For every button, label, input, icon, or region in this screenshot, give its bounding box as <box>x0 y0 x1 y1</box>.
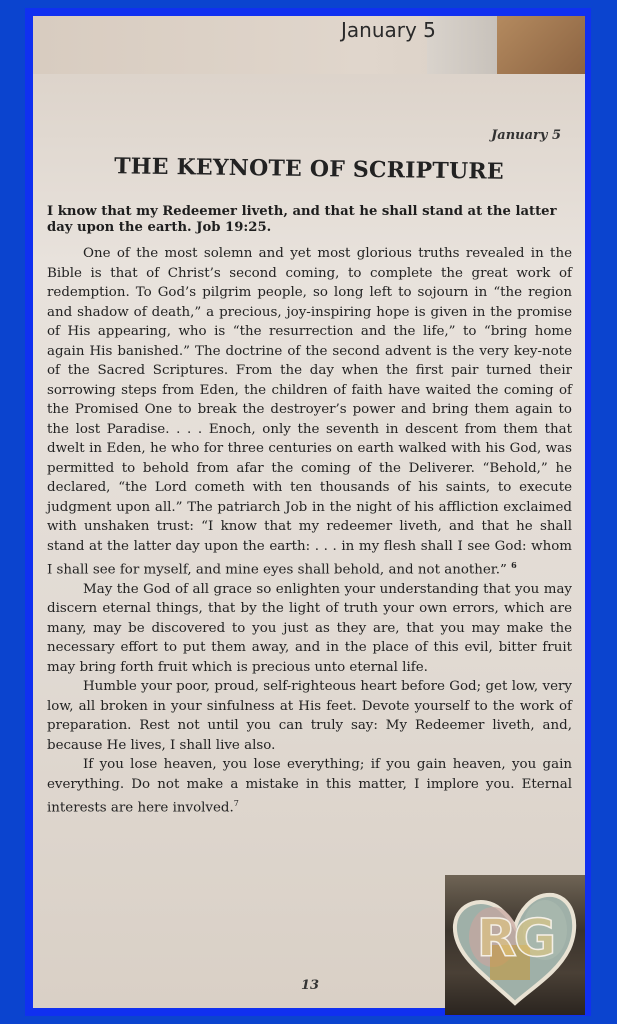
book-page <box>33 16 585 1008</box>
page-title: THE KEYNOTE OF SCRIPTURE <box>114 153 504 185</box>
corner-fabric <box>427 16 497 74</box>
epigraph: I know that my Redeemer liveth, and that he shall stand at the latter day upon the earth. Job 19:25. <box>47 204 557 235</box>
footnote-marker: 7 <box>233 799 239 809</box>
paragraph: If you lose heaven, you lose everything; if you gain heaven, you gain everything. Do not make a mistake in this matter, I implore you. Eternal interests are here involved.$^7$ <box>47 757 572 816</box>
footnote-marker: 6 <box>511 560 517 570</box>
page-number: 13 <box>301 978 320 993</box>
paragraph: Humble your poor, proud, self-righteous heart before God; get low, very low, all broken in your sinfulness at His feet. Devote yourself to the work of preparation. Rest not until you can truly say: My Redeemer liveth, and, because He lives, I shall live also. <box>47 679 572 753</box>
rg-logo <box>445 875 585 1015</box>
body-text <box>47 244 572 818</box>
corner-wood <box>497 16 585 74</box>
logo-monogram: RG <box>476 909 554 969</box>
paragraph: One of the most solemn and yet most glorious truths revealed in the Bible is that of Christ’s second coming, to complete the great work of redemption. To God’s pilgrim people, so long left to sojourn in “the region and shadow of death,” a precious, joy-inspiring hope is given in the promise of His appearing, who is “the resurrection and the life,” to “bring home again His banished.” The doctrine of the second advent is the very key-note of the Sacred Scriptures. From the day when the first pair turned their sorrowing steps from Eden, the children of faith have waited the coming of the Promised One to break the destroyer’s power and bring them again to the lost Paradise. . . . Enoch, only the seventh in descent from them that dwelt in Eden, he who for three centuries on earth walked with his God, was permitted to behold from afar the coming of the Deliverer. “Behold,” he declared, “the Lord cometh with ten thousands of his saints, to execute judgment upon all.” The patriarch Job in the night of his affliction exclaimed with unshaken trust: “I know that my redeemer liveth, and that he shall stand at the latter day upon the earth: . . . in my flesh shall I see God: whom I shall see for myself, and mine eyes shall behold, and not another.” $^6$ <box>47 246 572 578</box>
photo-caption-date: January 5 <box>341 18 436 42</box>
running-date: January 5 <box>491 128 561 143</box>
paragraph: May the God of all grace so enlighten your understanding that you may discern eternal things, that by the light of truth your own errors, which are many, may be discovered to you just as they are, that you may make the necessary effort to put them away, and in the place of this evil, bitter fruit may bring forth fruit which is precious unto eternal life. <box>47 581 572 675</box>
